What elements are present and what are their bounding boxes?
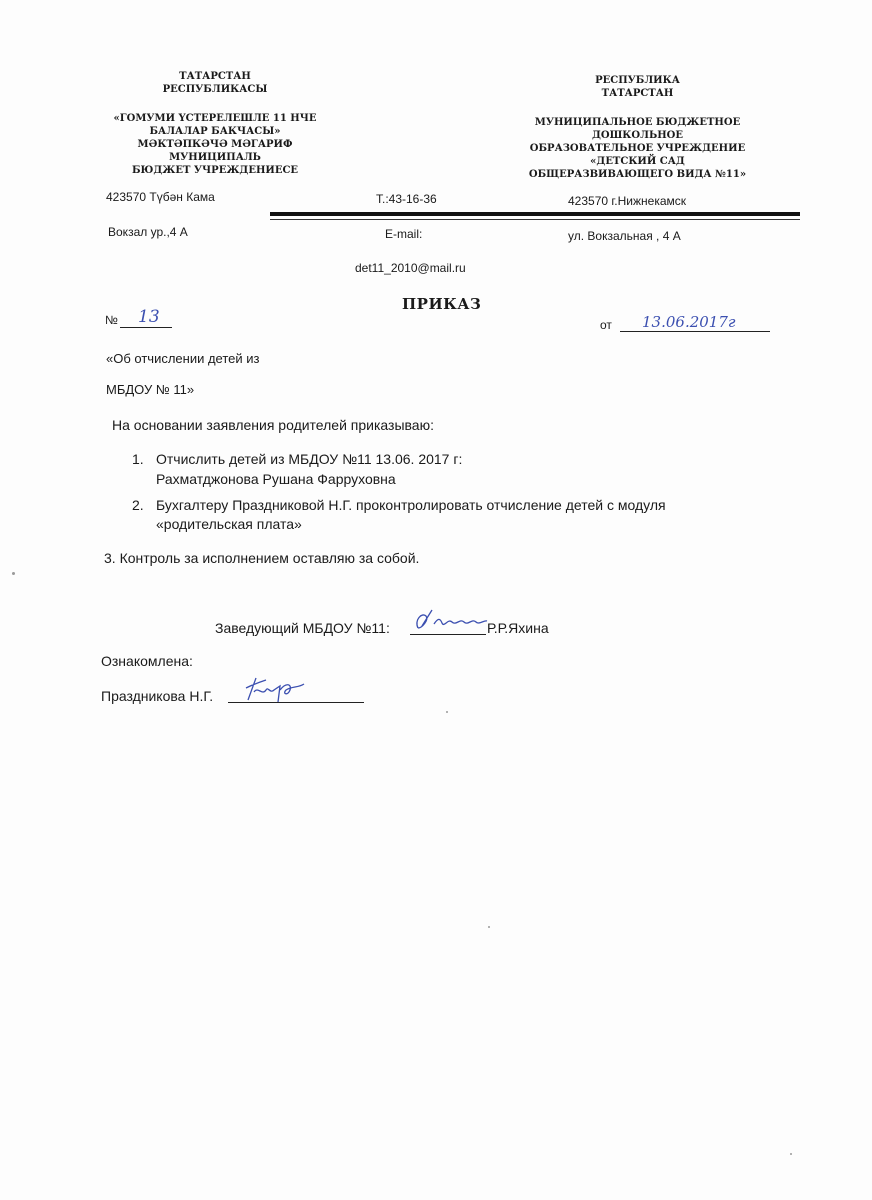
- header-right-line1: РЕСПУБЛИКА: [595, 75, 680, 86]
- head-signature: [412, 608, 490, 634]
- header-left-line1: ТАТАРСТАН: [179, 71, 251, 82]
- header-right-line3: МУНИЦИПАЛЬНОЕ БЮДЖЕТНОЕ: [534, 117, 741, 128]
- header-left-line7: БЮДЖЕТ УЧРЕЖДЕНИЕСЕ: [131, 165, 299, 176]
- item2-number: 2.: [132, 497, 144, 513]
- subject-line2: МБДОУ № 11»: [106, 382, 195, 397]
- item1-line1: Отчислить детей из МБДОУ №11 13.06. 2017 г:: [156, 451, 463, 467]
- subject-line1: «Об отчислении детей из: [106, 351, 260, 366]
- order-title: ПРИКАЗ: [402, 295, 482, 313]
- email-label: E-mail:: [385, 227, 423, 241]
- header-right-line5: ОБРАЗОВАТЕЛЬНОЕ УЧРЕЖДЕНИЕ: [529, 143, 746, 154]
- employee-name: Праздникова Н.Г.: [101, 688, 214, 704]
- header-left-line4: БАЛАЛАР БАКЧАСЫ»: [149, 126, 281, 137]
- header-right-line4: ДОШКОЛЬНОЕ: [592, 130, 683, 141]
- head-name: Р.Р.Яхина: [487, 620, 549, 636]
- order-number-underline: [120, 327, 172, 328]
- head-signature-line: [410, 634, 486, 635]
- header-left: [100, 70, 330, 177]
- header-right-line6: «ДЕТСКИЙ САД: [590, 156, 685, 167]
- employee-signature: [240, 672, 310, 708]
- scan-speck: [790, 1153, 792, 1155]
- item3: 3. Контроль за исполнением оставляю за собой.: [104, 550, 420, 566]
- header-left-line2: РЕСПУБЛИКАСЫ: [162, 84, 268, 95]
- item2-line1: Бухгалтеру Праздниковой Н.Г. проконтролировать отчисление детей с модуля: [156, 497, 666, 513]
- header-left-line5: МӘКТӘПКӘЧӘ МӘГАРИФ: [137, 139, 293, 150]
- right-city: 423570 г.Нижнекамск: [568, 194, 687, 208]
- email-address: det11_2010@mail.ru: [355, 261, 466, 275]
- head-label: Заведующий МБДОУ №11:: [215, 620, 390, 636]
- phone: Т.:43-16-36: [376, 192, 437, 206]
- preamble: На основании заявления родителей приказываю:: [112, 417, 434, 433]
- order-date-label: от: [600, 318, 612, 332]
- scan-speck: [488, 926, 490, 928]
- header-right: [520, 74, 755, 181]
- header-left-line6: МУНИЦИПАЛЬ: [169, 152, 261, 163]
- right-street: ул. Вокзальная , 4 А: [568, 229, 681, 243]
- item2-line2: «родительская плата»: [156, 516, 302, 532]
- order-date-handwritten: 13.06.2017г: [642, 313, 736, 331]
- scan-speck: [12, 572, 15, 575]
- header-left-line3: «ГОМУМИ ҮСТЕРЕЛЕШЛЕ 11 НЧЕ: [113, 113, 317, 124]
- acquainted-label: Ознакомлена:: [101, 653, 193, 669]
- item1-line2: Рахматджонова Рушана Фарруховна: [156, 471, 396, 487]
- header-right-line7: ОБЩЕРАЗВИВАЮЩЕГО ВИДА №11»: [528, 169, 747, 180]
- left-city: 423570 Түбән Кама: [106, 190, 215, 204]
- header-divider-thick: [270, 212, 800, 216]
- left-street: Вокзал ур.,4 А: [108, 225, 188, 239]
- order-date-underline: [620, 331, 770, 332]
- order-number-label: №: [105, 313, 118, 327]
- order-number-handwritten: 13: [138, 307, 160, 327]
- header-divider-thin: [270, 219, 800, 220]
- scan-speck: [446, 711, 448, 713]
- item1-number: 1.: [132, 451, 144, 467]
- header-right-line2: ТАТАРСТАН: [601, 88, 674, 99]
